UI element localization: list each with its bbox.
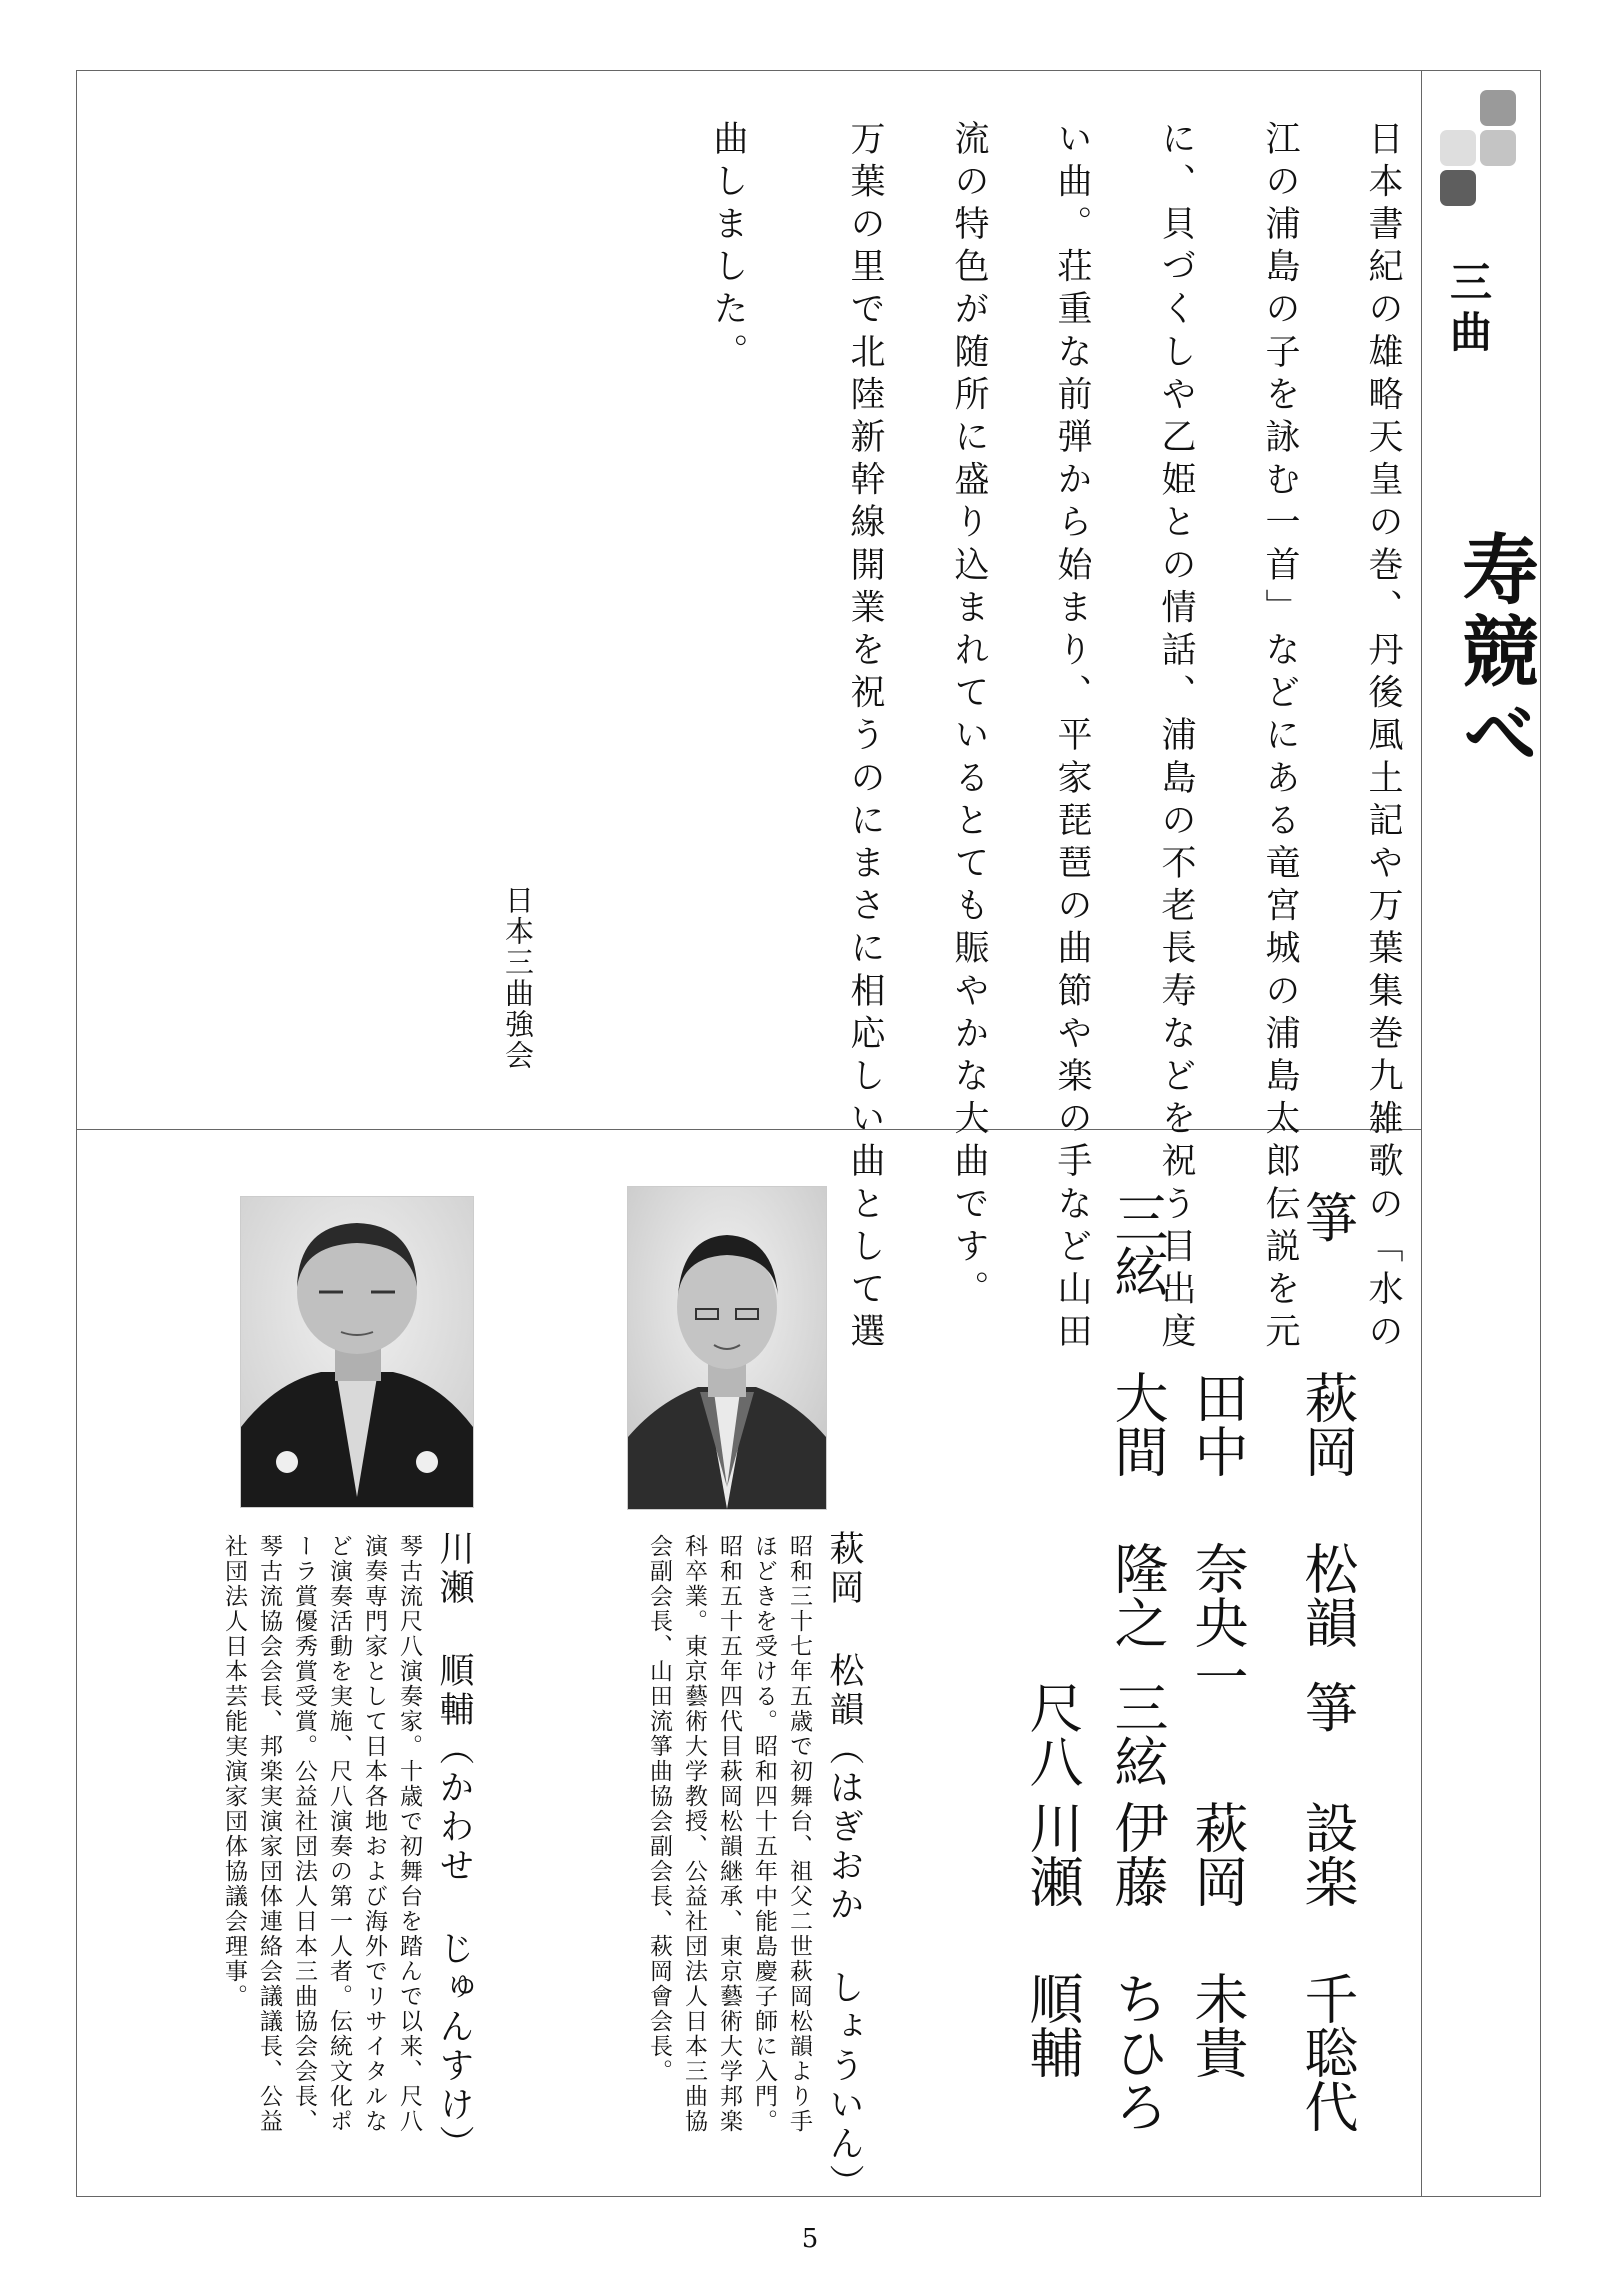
- performer-name: 大間 隆之: [1106, 1370, 1169, 1649]
- performer-instrument-koto: 箏: [1296, 1680, 1359, 1734]
- bio-line: 社団法人日本芸能実演家団体協議会理事。: [221, 1534, 247, 2009]
- header-column-divider: [1421, 70, 1422, 2197]
- bio-line: ほどきを受ける。昭和四十五年中能島慶子師に入門。: [751, 1534, 777, 2134]
- description-line: に、貝づくしや乙姫との情話、浦島の不老長寿などを祝う目出度: [1156, 120, 1196, 1356]
- performer-instrument-shakuhachi: 尺八: [1021, 1680, 1084, 1788]
- bio-name: 川瀬 順輔（かわせ じゅんすけ）: [434, 1530, 474, 2164]
- description-line: い曲。荘重な前弾から始まり、平家琵琶の曲節や楽の手など山田: [1052, 120, 1092, 1356]
- bio-line: 琴古流尺八演奏家。十歳で初舞台を踏んで以来、尺八: [396, 1534, 422, 2134]
- performer-name: 田中 奈央一: [1186, 1370, 1249, 1703]
- bio-line: 琴古流協会会長、邦楽実演家団体連絡会議議長、公益: [256, 1534, 282, 2134]
- performer-name: 萩岡 未貴: [1186, 1800, 1249, 2079]
- section-label: 三曲: [1444, 260, 1493, 360]
- bio-line: 会副会長、山田流箏曲協会副会長、萩岡會会長。: [646, 1534, 672, 2084]
- description-line: 流の特色が随所に盛り込まれているとても賑やかな大曲です。: [949, 120, 989, 1313]
- bio-line: 演奏専門家として日本各地および海外でリサイタルな: [361, 1534, 387, 2134]
- description-line: 曲しました。: [708, 120, 748, 376]
- description-line: 万葉の里で北陸新幹線開業を祝うのにまさに相応しい曲として選: [845, 120, 885, 1356]
- performer-photo-hagioka: [627, 1186, 827, 1510]
- performer-photo-kawase: [240, 1196, 474, 1508]
- bio-line: ど演奏活動を実施、尺八演奏の第一人者。伝統文化ポ: [326, 1534, 352, 2134]
- performer-name: 設楽 千聡代: [1296, 1800, 1359, 2133]
- organization-credit: 日本三曲強会: [501, 885, 535, 1071]
- performer-name: 川瀬 順輔: [1021, 1800, 1084, 2079]
- performer-instrument-shamisen: 三絃: [1106, 1190, 1169, 1298]
- description-line: 日本書紀の雄略天皇の巻、丹後風土記や万葉集巻九雑歌の「水の: [1363, 120, 1403, 1356]
- piece-title: 寿競べ: [1450, 530, 1539, 776]
- bio-name: 萩岡 松韻（はぎおか しょういん）: [824, 1530, 864, 2203]
- performer-name: 萩岡 松韻: [1296, 1370, 1359, 1649]
- page-number: 5: [801, 2224, 819, 2254]
- performer-instrument-shamisen: 三絃: [1106, 1680, 1169, 1788]
- performer-name: 伊藤 ちひろ: [1106, 1800, 1169, 2133]
- section-divider: [76, 1129, 1421, 1130]
- bio-line: 昭和三十七年五歳で初舞台、祖父二世萩岡松韻より手: [786, 1534, 812, 2134]
- bio-line: ーラ賞優秀賞受賞。公益社団法人日本三曲協会会長、: [291, 1534, 317, 2134]
- performer-instrument-koto: 箏: [1296, 1190, 1359, 1244]
- bio-line: 昭和五十五年四代目萩岡松韻継承、東京藝術大学邦楽: [716, 1534, 742, 2134]
- description-line: 江の浦島の子を詠む一首」などにある竜宮城の浦島太郎伝説を元: [1260, 120, 1300, 1356]
- bio-line: 科卒業。東京藝術大学教授、公益社団法人日本三曲協: [681, 1534, 707, 2134]
